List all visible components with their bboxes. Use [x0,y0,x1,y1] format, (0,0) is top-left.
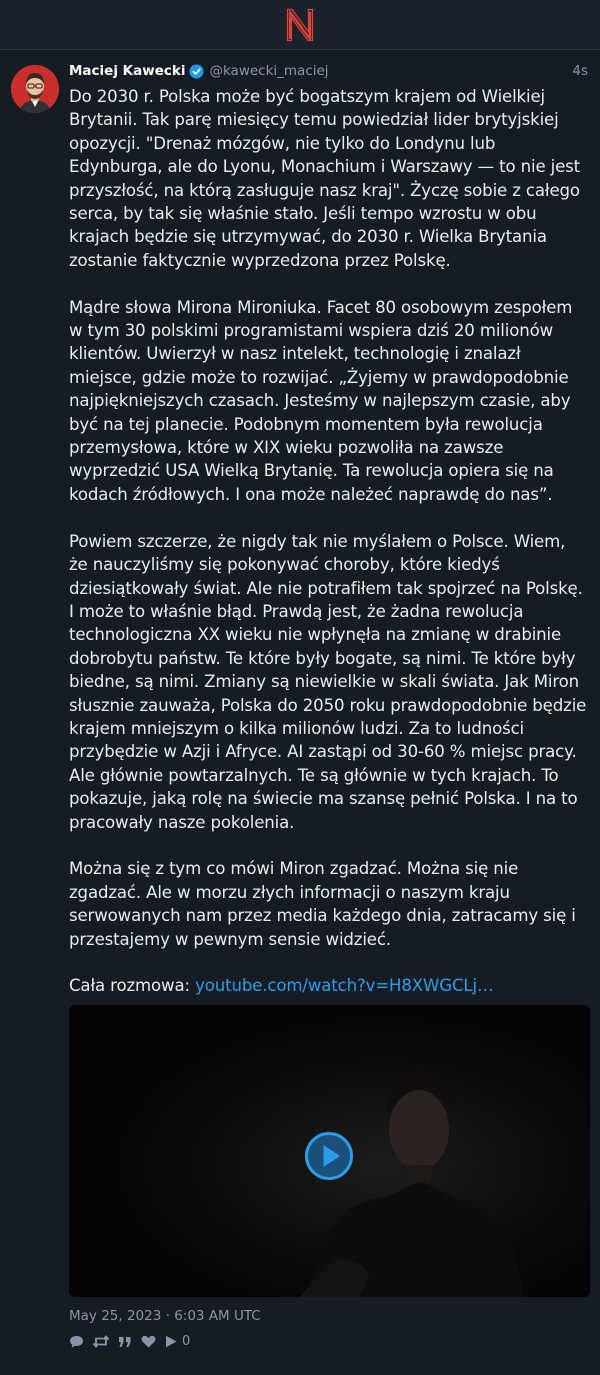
verified-icon [189,64,204,79]
tweet-link-line [69,974,588,997]
tweet-paragraph: Można się z tym co mówi Miron zgadzać. Można się nie zgadzać. Ale w morzu złych informacji o naszym kraju serwowanych nam przez media każdego dnia, zatracamy się i przestajemy w pewnym sensie widzieć. [69,859,576,949]
video-player[interactable] [69,1005,590,1297]
play-count: 0 [182,1334,191,1350]
tweet-stats [69,1332,588,1352]
tweet-paragraph: Do 2030 r. Polska może być bogatszym krajem od Wielkiej Brytanii. Tak parę miesięcy temu powiedział lider brytyjskiej opozycji. "Drenaż mózgów, nie tylko do Londynu lub Edynburga, ale do Lyonu, Monachium i Warszawy — to nie jest przyszłość, na którą zasługuje nasz kraj". Życzę sobie z całego serca, by tak się właśnie stało. Jeśli tempo wzrostu w obu krajach będzie się utrzymywać, do 2030 r. Wielka Brytania zostanie faktycznie wyprzedzona przez Polskę. [69,87,580,270]
reply-stat[interactable] [69,1335,84,1349]
play-icon[interactable] [305,1132,353,1180]
tweet [0,50,600,1352]
tweet-header [69,61,588,81]
nitter-logo-icon[interactable] [286,8,314,42]
views-stat[interactable] [165,1334,190,1349]
retweet-stat[interactable] [93,1335,109,1348]
youtube-link[interactable]: youtube.com/watch?v=H8XWGCLj… [195,976,494,996]
heart-icon [141,1335,156,1348]
tweet-body [69,85,588,998]
author-username[interactable]: @kawecki_maciej [209,63,329,79]
quote-stat[interactable] [118,1336,132,1348]
tweet-paragraph: Powiem szczerze, że nigdy tak nie myślałem o Polsce. Wiem, że nauczyliśmy się pokonywać choroby, które kiedyś dziesiątkowały świat. Ale nie potrafiłem tak spojrzeć na Polskę. I może to właśnie błąd. Prawdą jest, że żadna rewolucja technologiczna XX wieku nie wpłynęła na zmianę w drabinie dobrobytu państw. Te które były bogate, są nimi. Te które były biedne, są nimi. Zmiany są niewielkie w skali świata. Jak Miron słusznie zauważa, Polska do 2050 roku prawdopodobnie będzie krajem mniejszym o kilka milionów ludzi. Za to ludności przybędzie w Azji i Afryce. AI zastąpi od 30-60 % miejsc pracy. Ale głównie powtarzalnych. Te są głównie w tych krajach. To pokazuje, jaką rolę na świecie ma szansę pełnić Polska. I na to pracowały nasze pokolenia. [69,531,587,832]
like-stat[interactable] [141,1335,156,1348]
quote-icon [118,1336,132,1348]
link-prefix: Cała rozmowa: [69,976,196,996]
tweet-time[interactable]: 4s [572,63,588,79]
top-navbar [0,0,600,50]
play-count-icon [165,1335,177,1348]
retweet-icon [93,1335,109,1348]
author-fullname[interactable]: Maciej Kawecki [69,63,186,79]
tweet-date[interactable]: May 25, 2023 · 6:03 AM UTC [69,1307,261,1324]
comment-icon [69,1335,84,1349]
tweet-paragraph: Mądre słowa Mirona Mironiuka. Facet 80 osobowym zespołem w tym 30 polskimi programistami wspiera dziś 20 milionów klientów. Uwierzył w nasz intelekt, technologię i znalazł miejsce, gdzie może to rozwijać. „Żyjemy w prawdopodobnie najpiękniejszych czasach. Jesteśmy w najlepszym czasie, aby być na tej planecie. Podobnym momentem była rewolucja przemysłowa, które w XIX wieku pozwoliła na zawsze wyprzedzić USA Wielką Brytanię. Ta rewolucja opiera się na kodach źródłowych. I ona może należeć naprawdę do nas”. [69,297,573,504]
avatar[interactable] [11,65,59,113]
